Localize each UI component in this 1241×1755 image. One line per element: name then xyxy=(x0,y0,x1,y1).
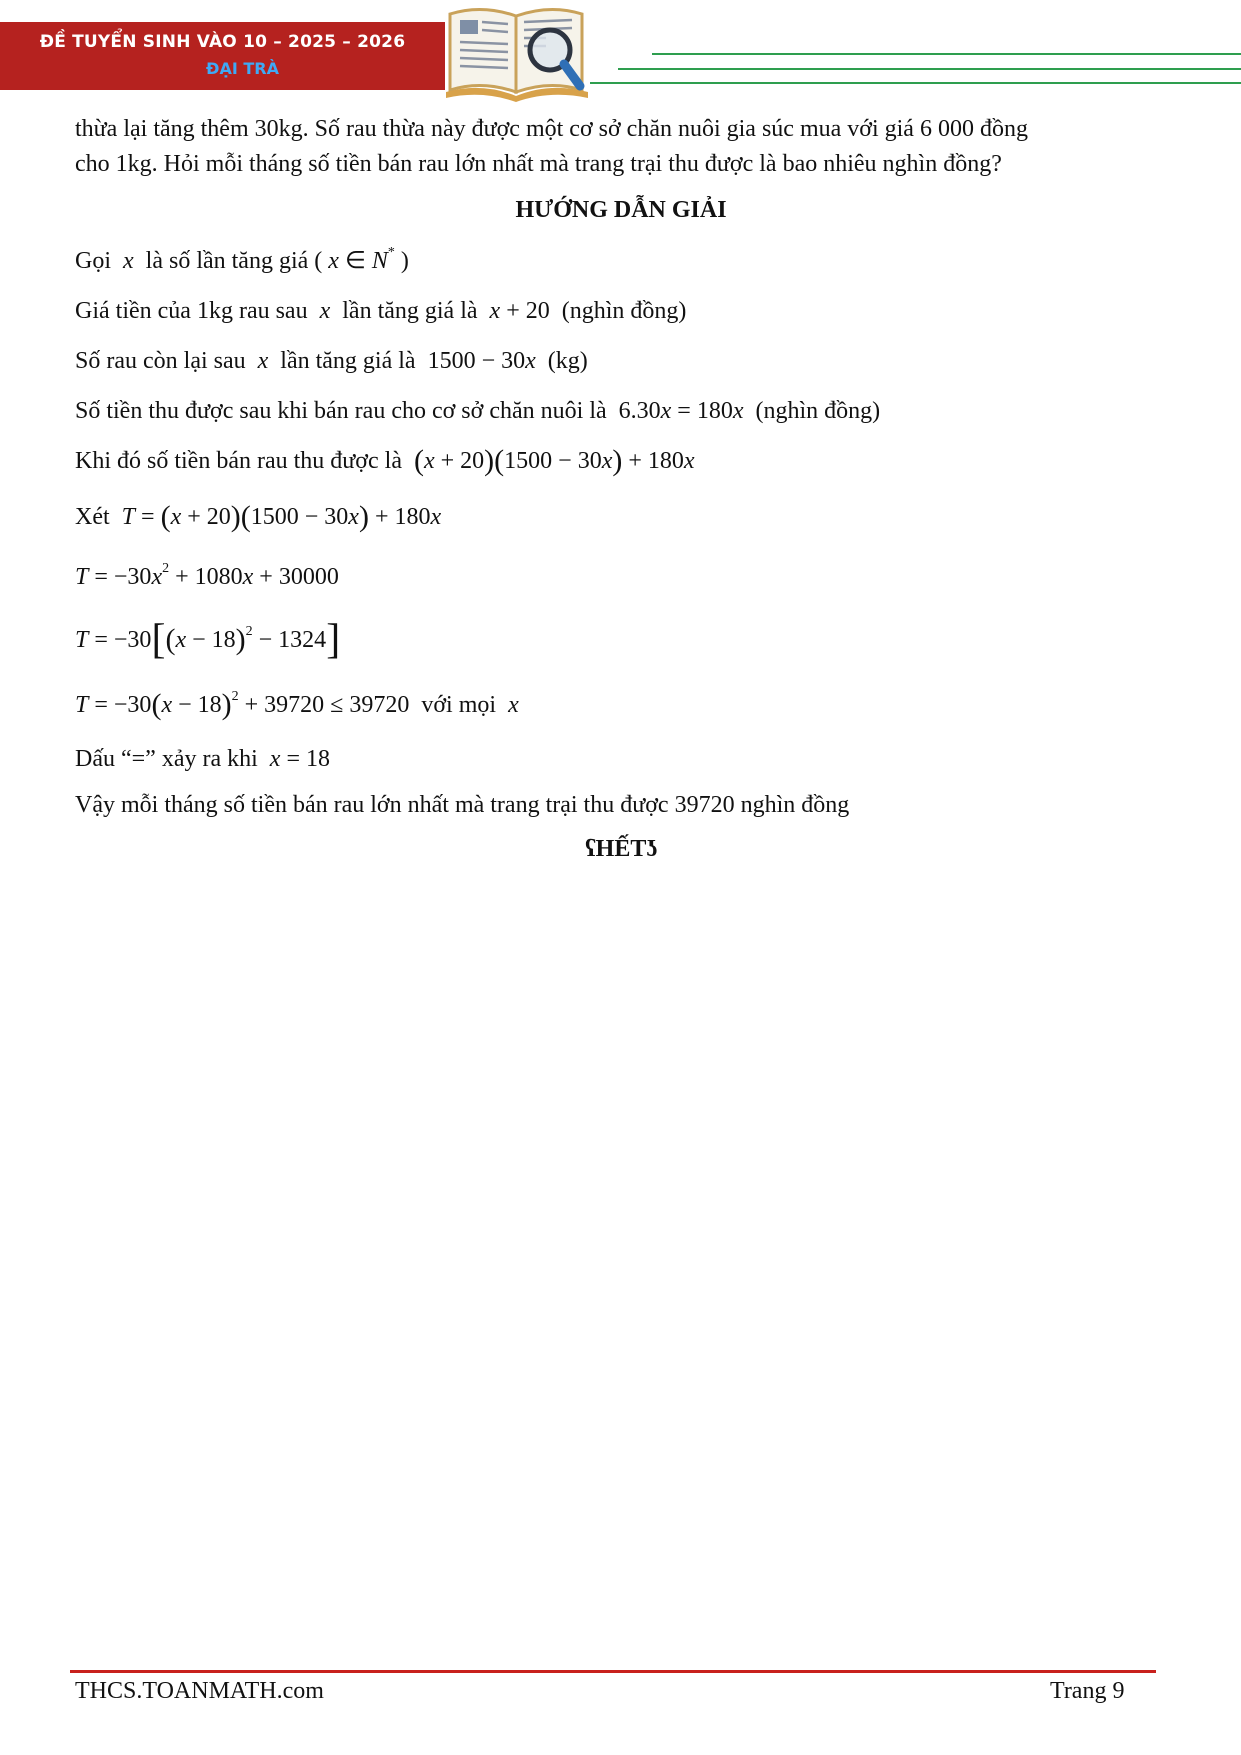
math-expression: $T = -30(x - 18)^2 + 39720 \le 39720$ xyxy=(75,688,416,721)
math-expression: (x + 20)(1500 − 30x) + 180x xyxy=(413,444,695,477)
solution-line-3 xyxy=(75,336,1167,386)
math-var: x xyxy=(313,298,337,324)
math-var: x xyxy=(251,348,275,374)
text: Xét xyxy=(75,504,110,530)
solution-line-11 xyxy=(75,782,1167,828)
text: Khi đó số tiền bán rau thu được là xyxy=(75,448,402,474)
solution-line-8 xyxy=(75,606,1167,674)
math-expression: 6.30x = 180x xyxy=(612,398,744,424)
text: Số tiền thu được sau khi bán rau cho cơ sở chăn nuôi là xyxy=(75,398,607,424)
text: Số rau còn lại sau xyxy=(75,348,246,374)
problem-line-2: cho 1kg. Hỏi mỗi tháng số tiền bán rau lớn nhất mà trang trại thu được là bao nhiêu nghìn đồng? xyxy=(75,151,1002,177)
footer-page-number: Trang 9 xyxy=(1050,1678,1125,1704)
solution-line-6 xyxy=(75,486,1167,548)
header-rule-middle xyxy=(618,68,1241,70)
math-expression: x = 18 xyxy=(269,746,330,772)
text: ) xyxy=(400,248,409,274)
text: Vậy mỗi tháng số tiền bán rau lớn nhất mà trang trại thu được 39720 nghìn đồng xyxy=(75,792,850,818)
header-subtitle: ĐẠI TRÀ xyxy=(206,59,279,78)
solution-line-5 xyxy=(75,436,1167,486)
text: (kg) xyxy=(547,348,588,374)
solution-line-10 xyxy=(75,736,1167,782)
math-var: x xyxy=(502,692,519,718)
math-expression: x + 20 xyxy=(489,298,556,324)
text: (nghìn đồng) xyxy=(755,398,881,424)
solution-line-2 xyxy=(75,286,1167,336)
book-magnifier-icon xyxy=(442,0,592,104)
header-rule-bottom xyxy=(590,82,1241,84)
end-mark: ʕHẾTʖ xyxy=(585,836,657,862)
text: Gọi xyxy=(75,248,111,274)
text: là số lần tăng giá ( xyxy=(145,248,323,274)
math-expression: $T = -30[(x - 18)^2 - 1324]$ xyxy=(75,617,341,663)
math-expression: $T = -30x^2 + 1080x + 30000$ xyxy=(75,561,339,590)
header-rule-top xyxy=(652,53,1241,55)
text: Giá tiền của 1kg rau sau xyxy=(75,298,308,324)
page-content xyxy=(75,112,1167,863)
text: lần tăng giá là xyxy=(342,298,478,324)
text: Dấu “=” xảy ra khi xyxy=(75,746,258,772)
math-expression: T = (x + 20)(1500 − 30x) + 180x xyxy=(121,500,442,533)
solution-line-7 xyxy=(75,548,1167,606)
problem-line-1: thừa lại tăng thêm 30kg. Số rau thừa này được một cơ sở chăn nuôi gia súc mua với giá 6 000 đồng xyxy=(75,116,1028,142)
solution-heading: HƯỚNG DẪN GIẢI xyxy=(515,197,727,223)
math-var: x xyxy=(117,248,140,274)
header-title: ĐỀ TUYỂN SINH VÀO 10 – 2025 – 2026 xyxy=(39,32,406,52)
footer-rule xyxy=(70,1670,1156,1673)
solution-line-9 xyxy=(75,674,1167,736)
text: với mọi xyxy=(421,692,497,718)
solution-line-1 xyxy=(75,236,1167,286)
text: (nghìn đồng) xyxy=(561,298,687,324)
footer-site: THCS.TOANMATH.com xyxy=(75,1678,324,1704)
math-condition: x ∈ N* xyxy=(328,245,395,274)
solution-line-4 xyxy=(75,386,1167,436)
text: lần tăng giá là xyxy=(280,348,416,374)
math-expression: 1500 − 30x xyxy=(421,348,536,374)
